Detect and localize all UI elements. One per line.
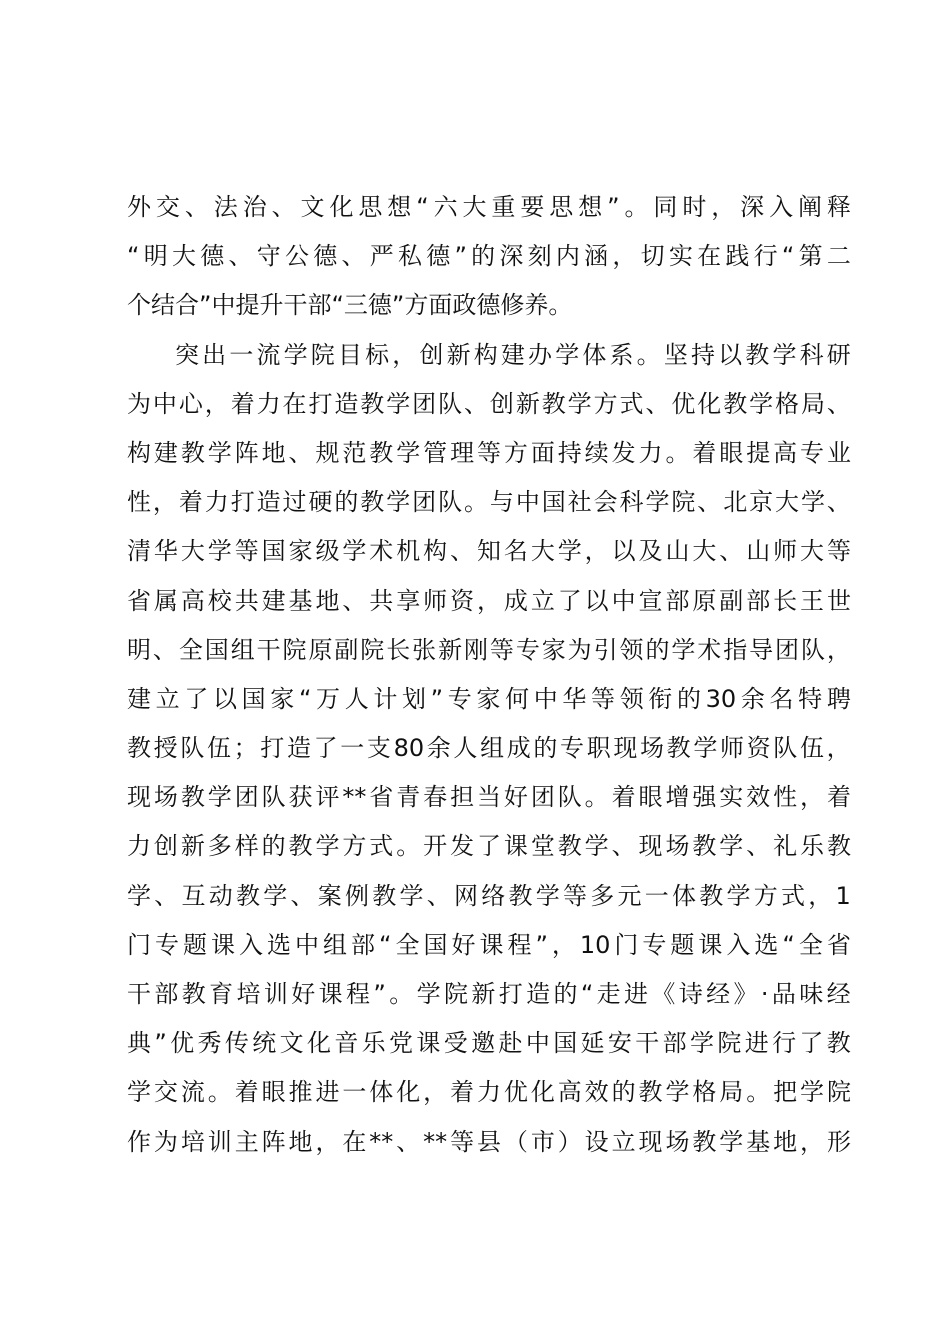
text-line-15: 学 、 互 动 教 学 、 案 例 教 学 、 网 络 教 学 等 多 元 一 体 教 学 方 式 ， 1 [127, 881, 851, 910]
text-line-16: 门 专 题 课 入 选 中 组 部 “ 全 国 好 课 程 ” ， 10 门 专 题 课 入 选 “ 全 省 [127, 930, 851, 959]
text-line-19: 学 交 流 。 着 眼 推 进 一 体 化 ， 着 力 优 化 高 效 的 教 学 格 局 。 把 学 院 [127, 1078, 851, 1107]
text-line-6: 构 建 教 学 阵 地 、 规 范 教 学 管 理 等 方 面 持 续 发 力 。 着 眼 提 高 专 业 [127, 438, 851, 467]
text-line-20: 作 为 培 训 主 阵 地 ， 在 ** 、 ** 等 县 （ 市 ） 设 立 现 场 教 学 基 地 ， 形 [127, 1127, 851, 1156]
text-line-18: 典 ” 优 秀 传 统 文 化 音 乐 党 课 受 邀 赴 中 国 延 安 干 部 学 院 进 行 了 教 [127, 1029, 851, 1058]
text-line-1: 外 交 、 法 治 、 文 化 思 想 “ 六 大 重 要 思 想 ” 。 同 时 ， 深 入 阐 释 [127, 193, 851, 221]
text-line-13: 现 场 教 学 团 队 获 评 ** 省 青 春 担 当 好 团 队 。 着 眼 增 强 实 效 性 ， 着 [127, 783, 851, 812]
text-line-17: 干 部 教 育 培 训 好 课 程 ” 。 学 院 新 打 造 的 “ 走 进 《 诗 经 》 · 品 味 经 [127, 980, 851, 1008]
text-line-11: 建 立 了 以 国 家 “ 万 人 计 划 ” 专 家 何 中 华 等 领 衔 的 30 余 名 特 聘 [127, 684, 851, 713]
text-line-10: 明 、 全 国 组 干 院 原 副 院 长 张 新 刚 等 专 家 为 引 领 的 学 术 指 导 团 队 ， [127, 635, 851, 664]
text-line-8: 清 华 大 学 等 国 家 级 学 术 机 构 、 知 名 大 学 ， 以 及 山 大 、 山 师 大 等 [127, 537, 851, 566]
text-line-9: 省 属 高 校 共 建 基 地 、 共 享 师 资 ， 成 立 了 以 中 宣 部 原 副 部 长 王 世 [127, 586, 851, 615]
text-line-7: 性 ， 着 力 打 造 过 硬 的 教 学 团 队 。 与 中 国 社 会 科 学 院 、 北 京 大 学 、 [127, 488, 851, 517]
text-line-5: 为 中 心 ， 着 力 在 打 造 教 学 团 队 、 创 新 教 学 方 式 、 优 化 教 学 格 局 、 [127, 389, 851, 418]
body-text [127, 186, 851, 1170]
text-line-2: “ 明 大 德 、 守 公 德 、 严 私 德 ” 的 深 刻 内 涵 ， 切 实 在 践 行 “ 第 二 [127, 242, 851, 271]
text-line-12: 教 授 队 伍 ； 打 造 了 一 支 80 余 人 组 成 的 专 职 现 场 教 学 师 资 队 伍 ， [127, 734, 851, 763]
text-line-14: 力 创 新 多 样 的 教 学 方 式 。 开 发 了 课 堂 教 学 、 现 场 教 学 、 礼 乐 教 [127, 832, 851, 861]
paragraph-start-line: 突 出 一 流 学 院 目 标 ， 创 新 构 建 办 学 体 系 。 坚 持 以 教 学 科 研 [175, 340, 851, 369]
text-line-3: 个 结 合 ” 中 提 升 干 部 “ 三 德 ” 方 面 政 德 修 养 。 [127, 291, 573, 320]
